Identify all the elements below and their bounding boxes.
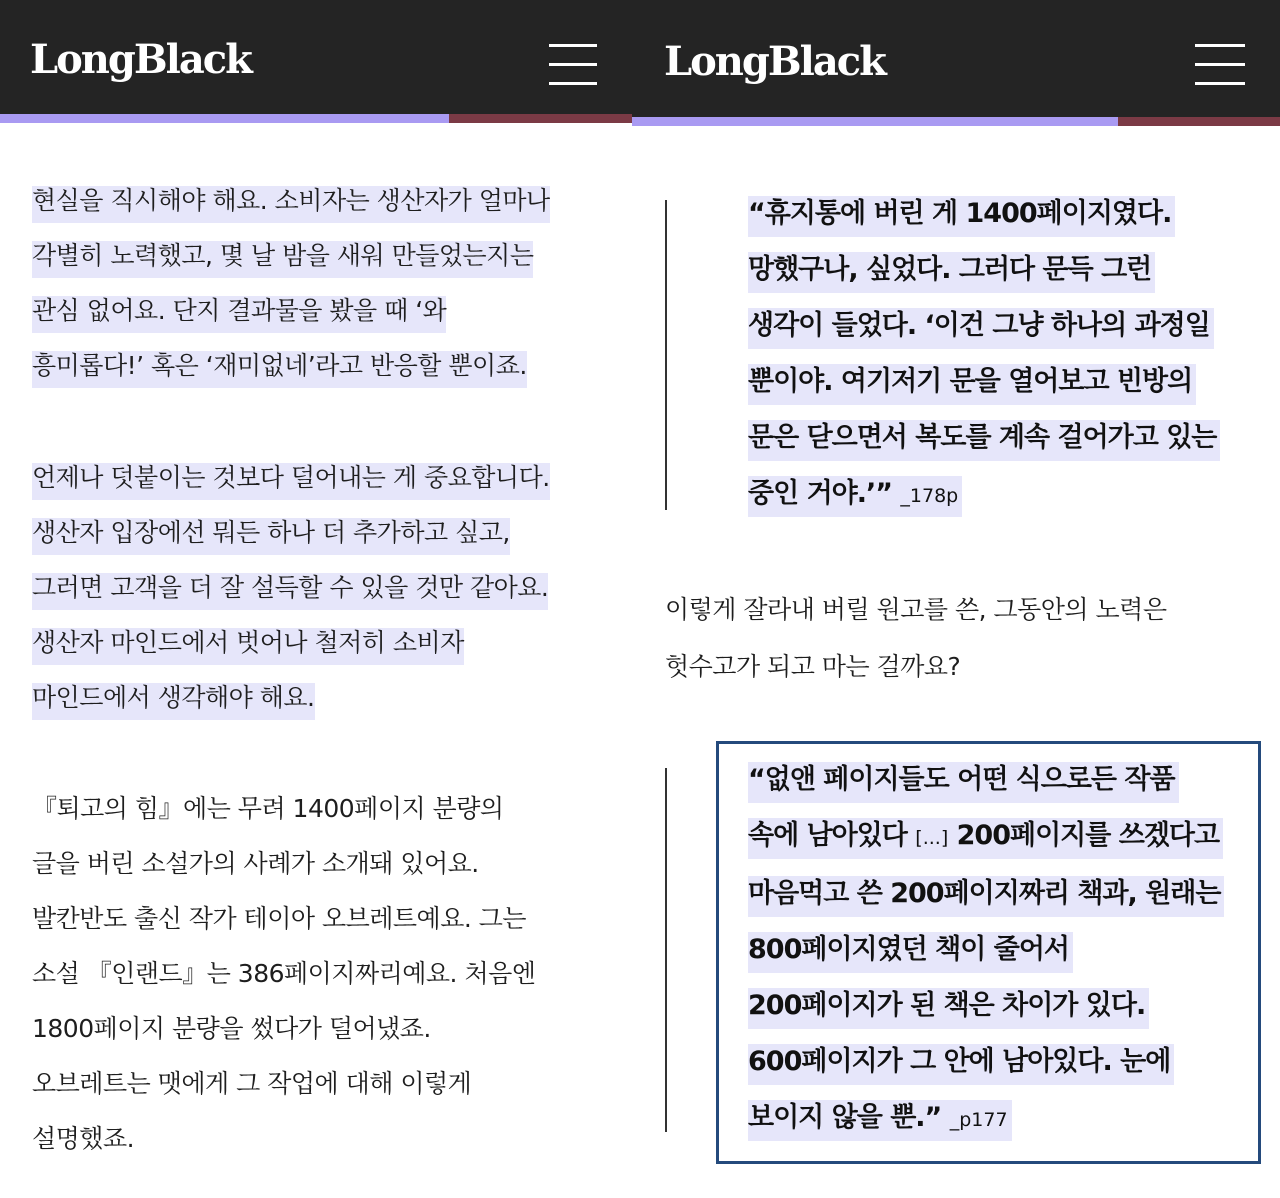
highlighted-text[interactable]	[748, 1100, 1012, 1141]
highlighted-text[interactable]	[748, 476, 962, 517]
paragraph-line: 이렇게 잘라내 버릴 원고를 쓴, 그동안의 노력은	[665, 595, 1167, 624]
highlighted-text[interactable]: “휴지통에 버린 게 1400페이지였다.	[748, 196, 1175, 237]
hamburger-menu-icon[interactable]	[1195, 44, 1245, 86]
highlighted-text[interactable]: 현실을 직시해야 해요. 소비자는 생산자가 얼마나	[32, 186, 550, 223]
highlighted-text[interactable]: 문은 닫으면서 복도를 계속 걸어가고 있는	[748, 420, 1220, 461]
quote-bar	[665, 200, 667, 510]
highlighted-text[interactable]: 관심 없어요. 단지 결과물을 봤을 때 ‘와	[32, 296, 446, 333]
page-reference: _p177	[949, 1109, 1008, 1131]
highlighted-text[interactable]: “없앤 페이지들도 어떤 식으로든 작품	[748, 762, 1179, 803]
highlighted-text[interactable]: 800페이지였던 책이 줄어서	[748, 932, 1073, 973]
quote-text: 중인 거야.’”	[748, 478, 892, 509]
highlighted-text[interactable]: 망했구나, 싶었다. 그러다 문득 그런	[748, 252, 1155, 293]
reading-progress-bar	[632, 117, 1280, 126]
article-paragraph	[32, 450, 612, 725]
highlighted-text[interactable]: 언제나 덧붙이는 것보다 덜어내는 게 중요합니다.	[32, 463, 550, 500]
logo[interactable]: LongBlack	[30, 36, 251, 83]
paragraph-line: 글을 버린 소설가의 사례가 소개돼 있어요.	[32, 849, 479, 878]
quote-text: 보이지 않을 뿐.”	[748, 1102, 942, 1133]
highlighted-text[interactable]: 마음먹고 쓴 200페이지짜리 책과, 원래는	[748, 876, 1224, 917]
paragraph-line: 설명했죠.	[32, 1124, 135, 1153]
paragraph-line: 헛수고가 되고 마는 걸까요?	[665, 652, 961, 681]
highlighted-text[interactable]: 마인드에서 생각해야 해요.	[32, 683, 315, 720]
paragraph-line: 발칸반도 출신 작가 테이아 오브레트예요. 그는	[32, 904, 527, 933]
omission-mark: [...]	[915, 827, 949, 849]
top-bar	[0, 0, 632, 114]
quote-bar	[665, 768, 667, 1132]
highlighted-text[interactable]: 600페이지가 그 안에 남아있다. 눈에	[748, 1044, 1174, 1085]
paragraph-line: 오브레트는 맷에게 그 작업에 대해 이렇게	[32, 1069, 472, 1098]
highlighted-text[interactable]: 그러면 고객을 더 잘 설득할 수 있을 것만 같아요.	[32, 573, 548, 610]
highlighted-text[interactable]: 뿐이야. 여기저기 문을 열어보고 빈방의	[748, 364, 1196, 405]
paragraph-line: 『퇴고의 힘』에는 무려 1400페이지 분량의	[32, 794, 504, 823]
logo[interactable]: LongBlack	[664, 38, 885, 85]
left-screen	[0, 0, 632, 1198]
reading-progress-fill	[632, 117, 1118, 126]
article-paragraph	[32, 173, 612, 393]
highlighted-text[interactable]: 흥미롭다!’ 혹은 ‘재미없네’라고 반응할 뿐이죠.	[32, 351, 527, 388]
blockquote	[748, 186, 1268, 524]
page-reference: _178p	[900, 485, 959, 507]
hamburger-menu-icon[interactable]	[549, 44, 597, 86]
highlighted-text[interactable]: 200페이지가 된 책은 차이가 있다.	[748, 988, 1149, 1029]
paragraph-line: 소설 『인랜드』는 386페이지짜리예요. 처음엔	[32, 959, 536, 988]
quote-text: 200페이지를 쓰겠다고	[948, 820, 1220, 851]
reading-progress-bar	[0, 114, 632, 123]
highlighted-text[interactable]: 생산자 마인드에서 벗어나 철저히 소비자	[32, 628, 464, 665]
quote-text: 속에 남아있다	[748, 820, 916, 851]
article-paragraph	[32, 781, 612, 1166]
article-paragraph	[665, 581, 1245, 695]
highlighted-text[interactable]	[748, 818, 1223, 859]
highlighted-text[interactable]: 생산자 입장에선 뭐든 하나 더 추가하고 싶고,	[32, 518, 510, 555]
highlighted-text[interactable]: 생각이 들었다. ‘이건 그냥 하나의 과정일	[748, 308, 1214, 349]
paragraph-line: 1800페이지 분량을 썼다가 덜어냈죠.	[32, 1014, 431, 1043]
blockquote	[748, 752, 1268, 1148]
reading-progress-fill	[0, 114, 449, 123]
highlighted-text[interactable]: 각별히 노력했고, 몇 날 밤을 새워 만들었는지는	[32, 241, 533, 278]
top-bar	[632, 0, 1280, 117]
